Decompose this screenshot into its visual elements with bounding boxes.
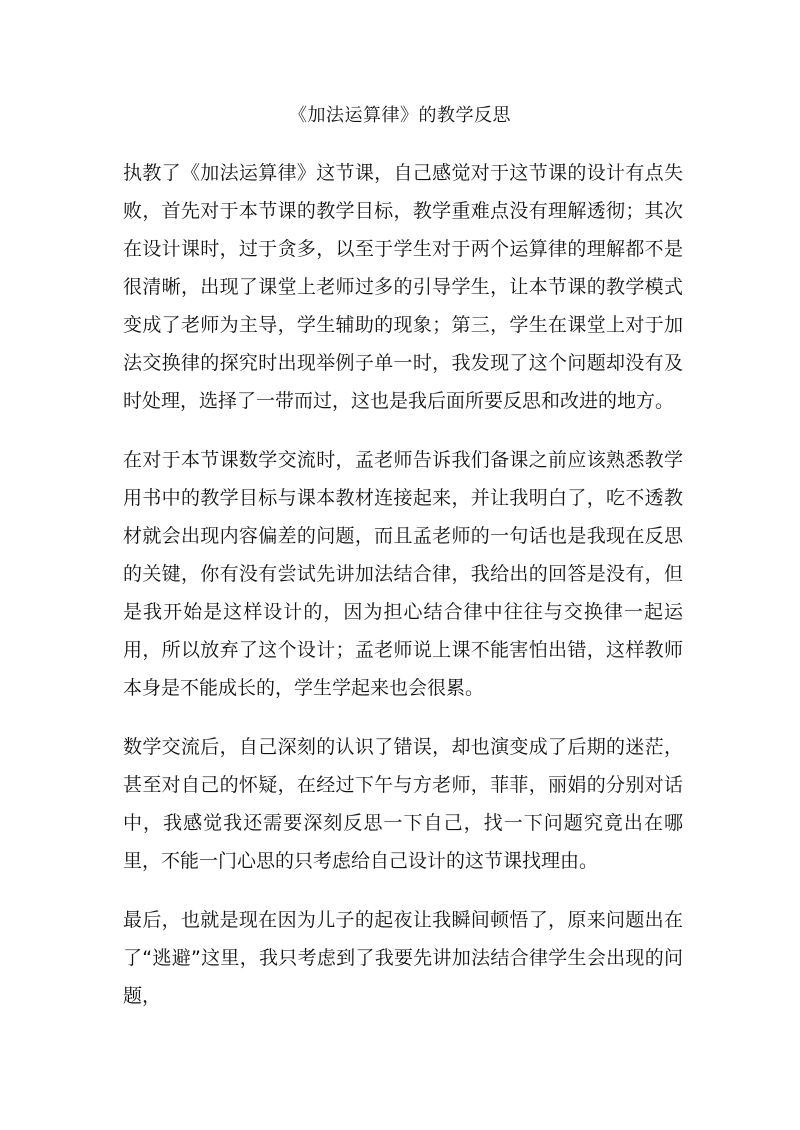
- document-body: [123, 154, 683, 1015]
- document-title: 《加法运算律》的教学反思: [289, 105, 511, 126]
- paragraph-2: 在对于本节课数学交流时，孟老师告诉我们备课之前应该熟悉教学用书中的教学目标与课本教材连接起来，并让我明白了，吃不透教材就会出现内容偏差的问题，而且孟老师的一句话也是我现在反思的关键，你有没有尝试先讲加法结合律，我给出的回答是没有，但是我开始是这样设计的，因为担心结合律中往往与交换律一起运用，所以放弃了这个设计；孟老师说上课不能害怕出错，这样教师本身是不能成长的，学生学起来也会很累。: [123, 449, 683, 699]
- paragraph-4: 最后，也就是现在因为儿子的起夜让我瞬间顿悟了，原来问题出在了“逃避”这里，我只考虑到了我要先讲加法结合律学生会出现的问题，: [123, 909, 683, 1007]
- paragraph-1: 执教了《加法运算律》这节课，自己感觉对于这节课的设计有点失败，首先对于本节课的教学目标，教学重难点没有理解透彻；其次在设计课时，过于贪多，以至于学生对于两个运算律的理解都不是很清晰，出现了课堂上老师过多的引导学生，让本节课的教学模式变成了老师为主导，学生辅助的现象；第三，学生在课堂上对于加法交换律的探究时出现举例子单一时，我发现了这个问题却没有及时处理，选择了一带而过，这也是我后面所要反思和改进的地方。: [123, 162, 683, 412]
- paragraph-3: 数学交流后，自己深刻的认识了错误，却也演变成了后期的迷茫，甚至对自己的怀疑，在经过下午与方老师，菲菲，丽娟的分别对话中，我感觉我还需要深刻反思一下自己，找一下问题究竟出在哪里，不能一门心思的只考虑给自己设计的这节课找理由。: [123, 736, 683, 872]
